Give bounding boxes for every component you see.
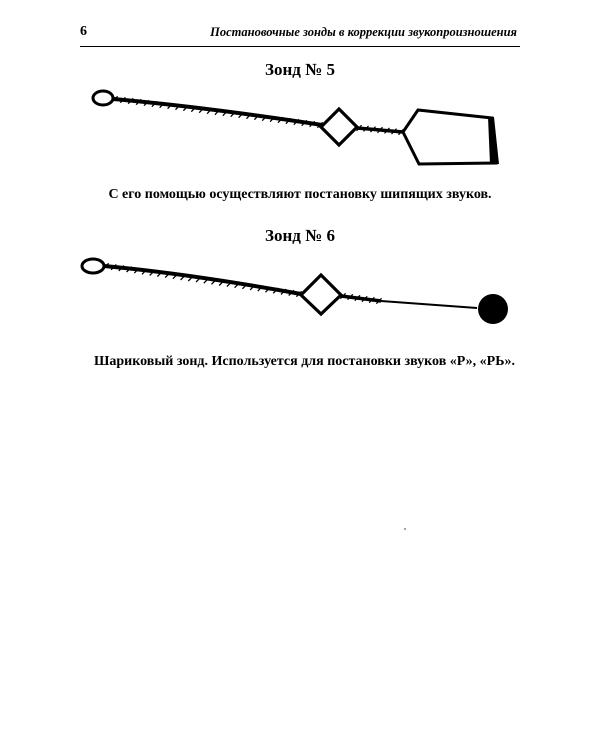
probe-5-twisted-shaft — [112, 96, 322, 127]
probe-6-title: Зонд № 6 — [265, 226, 335, 245]
page-header — [80, 22, 520, 48]
probe-6-ball-tip — [478, 294, 508, 324]
probe-6-neck — [340, 293, 381, 303]
probe-5-neck — [357, 125, 404, 135]
probe-6-diamond — [301, 275, 341, 314]
probe-5-diamond — [321, 109, 357, 145]
probe-6-loop — [82, 259, 104, 273]
probe-5-illustration — [0, 80, 600, 160]
running-title: Постановочные зонды в коррекции звукопроизношения — [210, 25, 517, 39]
probe-6-straight-rod — [381, 301, 477, 308]
probe-6-illustration — [0, 250, 600, 330]
probe-5-title: Зонд № 5 — [265, 60, 335, 79]
header-rule — [80, 46, 520, 47]
probe-5-loop — [93, 91, 113, 105]
probe-5-caption: С его помощью осуществляют постановку шипящих звуков. — [108, 187, 492, 202]
page-number: 6 — [80, 24, 87, 39]
paper-speck — [404, 528, 406, 530]
probe-6-twisted-shaft — [103, 263, 301, 296]
probe-5-spatula-head — [403, 110, 499, 164]
probe-6-caption: Шариковый зонд. Используется для постановки звуков «Р», «РЬ». — [94, 354, 515, 369]
